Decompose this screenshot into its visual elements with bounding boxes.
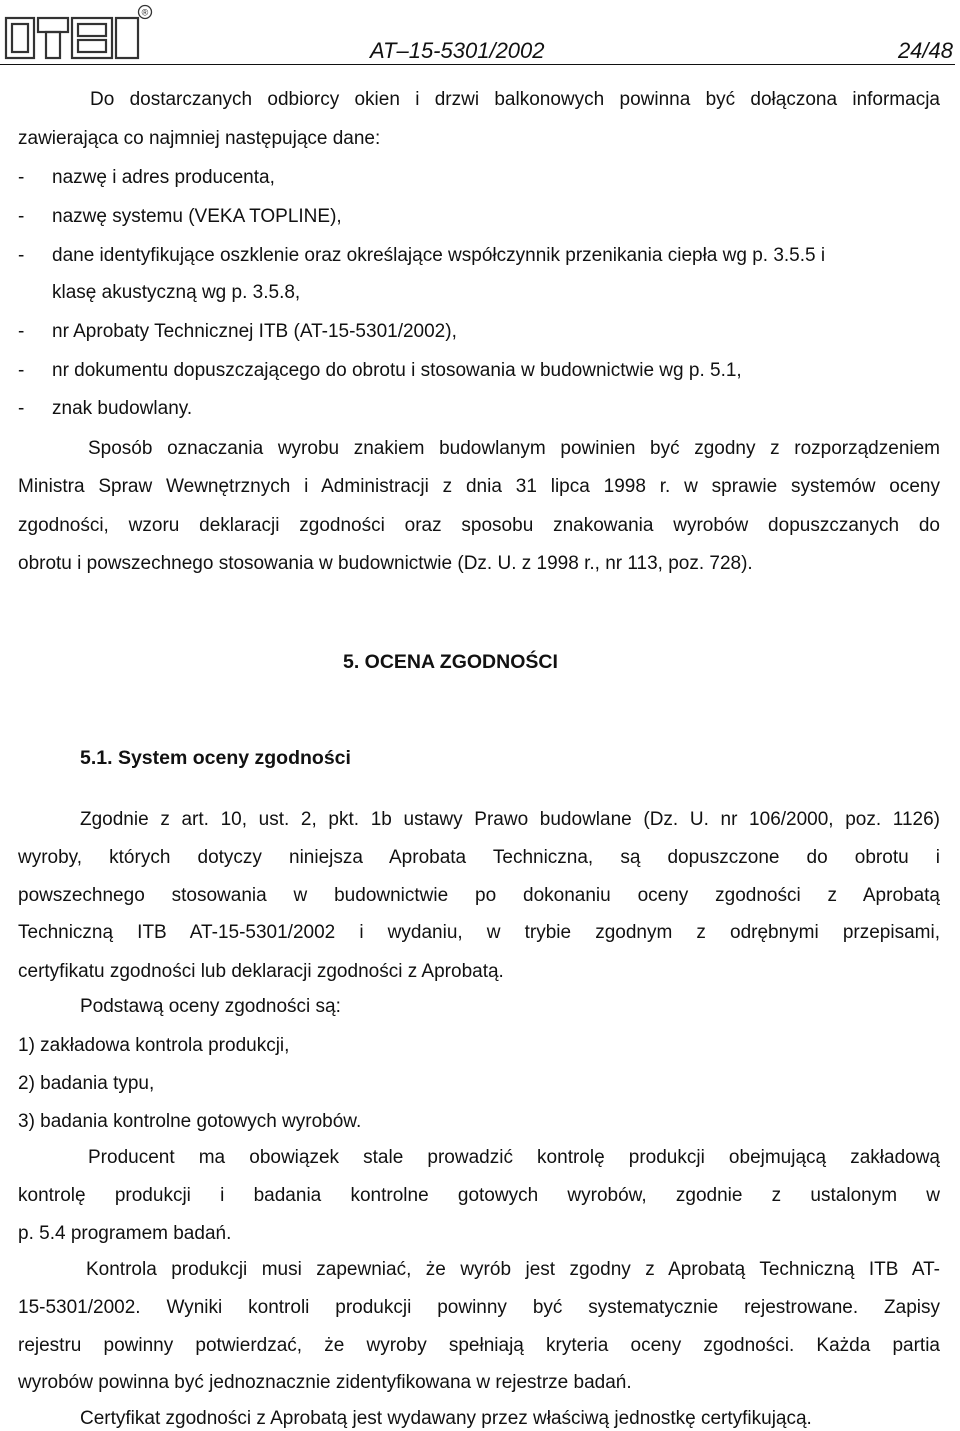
list-item [18, 359, 742, 383]
paragraph-line: kontrolę produkcji i badania kontrolne gotowych wyrobów, zgodnie z ustalonym w [18, 1185, 940, 1206]
list-item [18, 320, 457, 344]
list-item-text: znak budowlany. [52, 398, 193, 419]
paragraph-line: Sposób oznaczania wyrobu znakiem budowlanym powinien być zgodny z rozporządzeniem [88, 438, 940, 459]
paragraph-line: zawierająca co najmniej następujące dane: [18, 128, 381, 149]
subsection-heading: 5.1. System oceny zgodności [80, 747, 351, 769]
registered-mark: ® [141, 7, 149, 18]
list-item [18, 166, 275, 190]
itb-logo [4, 2, 154, 62]
list-item-text: dane identyfikujące oszklenie oraz określające współczynnik przenikania ciepła wg p. 3.5.5 i [52, 245, 826, 266]
paragraph-line: wyrobów powinna być jednoznacznie zidentyfikowana w rejestrze badań. [18, 1372, 632, 1393]
list-item-text: nazwę i adres producenta, [52, 167, 275, 188]
list-item [18, 244, 825, 268]
paragraph-line: 15-5301/2002. Wyniki kontroli produkcji powinny być systematycznie rejestrowane. Zapisy [18, 1297, 940, 1318]
paragraph-line: Techniczną ITB AT-15-5301/2002 i wydaniu, w trybie zgodnym z odrębnymi przepisami, [18, 922, 940, 943]
header-rule [0, 64, 955, 65]
itb-logo-graphic [4, 2, 154, 62]
page-number: 24/48 [897, 38, 953, 63]
paragraph-line: powszechnego stosowania w budownictwie po dokonaniu oceny zgodności z Aprobatą [18, 885, 940, 906]
paragraph-line: Ministra Spraw Wewnętrznych i Administracji z dnia 31 lipca 1998 r. w sprawie systemów oceny [18, 476, 940, 497]
paragraph-line: Zgodnie z art. 10, ust. 2, pkt. 1b ustawy Prawo budowlane (Dz. U. nr 106/2000, poz. 1126) [80, 809, 940, 830]
list-item-text: nr Aprobaty Technicznej ITB (AT-15-5301/2002), [52, 321, 457, 342]
paragraph-line: wyroby, których dotyczy niniejsza Aprobata Techniczna, są dopuszczone do obrotu i [18, 847, 940, 868]
paragraph-line: Kontrola produkcji musi zapewniać, że wyrób jest zgodny z Aprobatą Techniczną ITB AT- [86, 1259, 940, 1280]
paragraph-line: Podstawą oceny zgodności są: [80, 996, 341, 1017]
paragraph-line: Certyfikat zgodności z Aprobatą jest wydawany przez właściwą jednostkę certyfikującą. [80, 1408, 812, 1429]
bullet-dash: - [18, 398, 25, 419]
list-item-continuation: klasę akustyczną wg p. 3.5.8, [52, 282, 301, 303]
numbered-item: 2) badania typu, [18, 1073, 155, 1094]
numbered-item: 1) zakładowa kontrola produkcji, [18, 1035, 290, 1056]
list-item-text: nr dokumentu dopuszczającego do obrotu i stosowania w budownictwie wg p. 5.1, [52, 360, 742, 381]
numbered-item: 3) badania kontrolne gotowych wyrobów. [18, 1111, 362, 1132]
list-item-text: nazwę systemu (VEKA TOPLINE), [52, 206, 342, 227]
bullet-dash: - [18, 360, 25, 381]
paragraph-line: obrotu i powszechnego stosowania w budownictwie (Dz. U. z 1998 r., nr 113, poz. 728). [18, 553, 753, 574]
bullet-dash: - [18, 245, 25, 266]
list-item [18, 397, 192, 421]
paragraph-line: certyfikatu zgodności lub deklaracji zgodności z Aprobatą. [18, 961, 504, 982]
paragraph-line: Do dostarczanych odbiorcy okien i drzwi balkonowych powinna być dołączona informacja [90, 89, 940, 110]
section-heading: 5. OCENA ZGODNOŚCI [343, 651, 558, 673]
paragraph-line: p. 5.4 programem badań. [18, 1223, 232, 1244]
paragraph-line: rejestru powinny potwierdzać, że wyroby spełniają kryteria oceny zgodności. Każda partia [18, 1335, 940, 1356]
paragraph-line: Producent ma obowiązek stale prowadzić kontrolę produkcji obejmującą zakładową [88, 1147, 940, 1168]
document-id: AT–15-5301/2002 [370, 38, 545, 63]
bullet-dash: - [18, 167, 25, 188]
bullet-dash: - [18, 321, 25, 342]
list-item [18, 205, 342, 229]
paragraph-line: zgodności, wzoru deklaracji zgodności oraz sposobu znakowania wyrobów dopuszczanych do [18, 515, 940, 536]
bullet-dash: - [18, 206, 25, 227]
